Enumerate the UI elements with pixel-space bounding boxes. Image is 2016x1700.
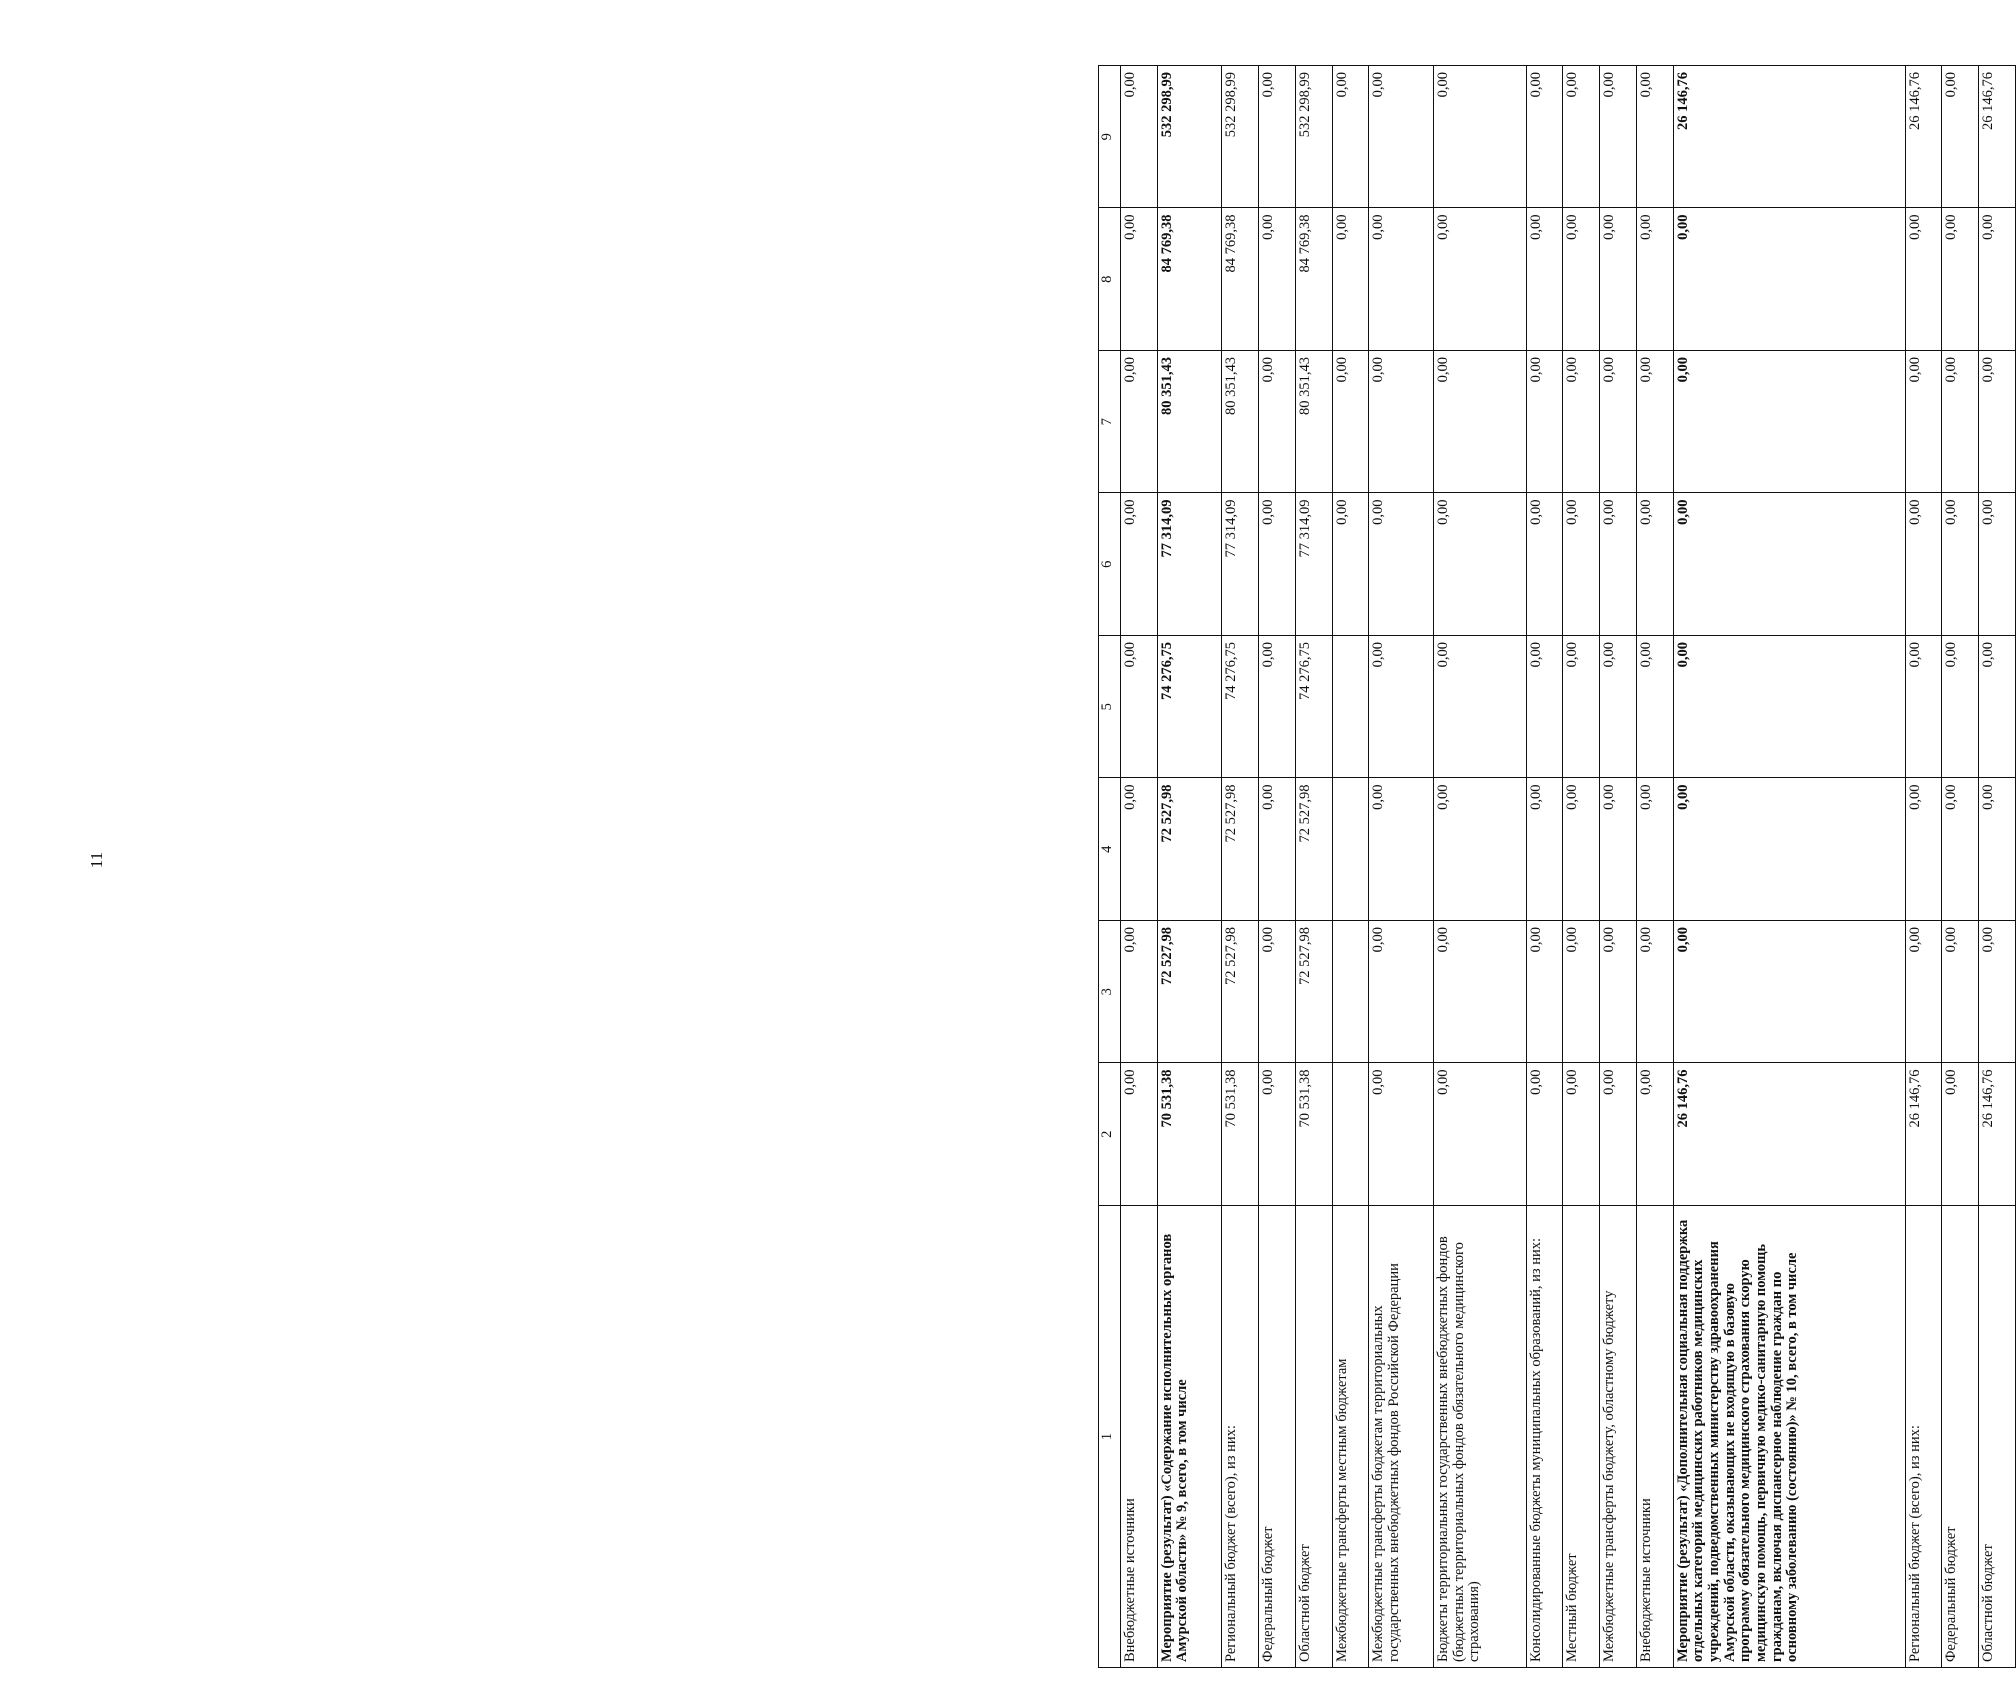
row-value: 0,00 xyxy=(1526,208,1563,351)
row-value: 84 769,38 xyxy=(1222,208,1259,351)
row-value: 0,00 xyxy=(1673,921,1905,1064)
table-row xyxy=(1295,66,1332,1668)
row-label: Бюджеты территориальных государственных внебюджетных фондов (бюджетных территориальных фондов обязательного медицинского страхования) xyxy=(1434,1206,1527,1668)
column-header: 5 xyxy=(1099,636,1121,779)
table-row xyxy=(1157,66,1222,1668)
row-value: 0,00 xyxy=(1979,778,2016,921)
row-value: 0,00 xyxy=(1942,921,1979,1064)
row-value: 26 146,76 xyxy=(1905,1063,1942,1206)
row-value: 0,00 xyxy=(1942,66,1979,209)
row-value: 0,00 xyxy=(1259,1063,1296,1206)
row-value: 0,00 xyxy=(1369,921,1434,1064)
row-label: Внебюджетные источники xyxy=(1121,1206,1158,1668)
row-value: 0,00 xyxy=(1434,921,1527,1064)
row-value: 77 314,09 xyxy=(1157,493,1222,636)
row-value xyxy=(1332,636,1369,779)
row-value: 0,00 xyxy=(1526,636,1563,779)
table-row xyxy=(1332,66,1369,1668)
row-value: 0,00 xyxy=(1979,493,2016,636)
row-value: 0,00 xyxy=(1942,208,1979,351)
row-value: 0,00 xyxy=(1979,351,2016,494)
row-value: 0,00 xyxy=(1600,66,1637,209)
row-value: 0,00 xyxy=(1942,493,1979,636)
row-value: 70 531,38 xyxy=(1295,1063,1332,1206)
row-value: 0,00 xyxy=(1600,493,1637,636)
row-value: 0,00 xyxy=(1121,778,1158,921)
row-value: 0,00 xyxy=(1563,66,1600,209)
row-value: 0,00 xyxy=(1526,1063,1563,1206)
row-value: 0,00 xyxy=(1563,208,1600,351)
row-value: 0,00 xyxy=(1259,208,1296,351)
row-value: 0,00 xyxy=(1259,66,1296,209)
row-value: 0,00 xyxy=(1259,921,1296,1064)
row-label: Областной бюджет xyxy=(1979,1206,2016,1668)
row-value: 74 276,75 xyxy=(1295,636,1332,779)
row-value: 532 298,99 xyxy=(1157,66,1222,209)
row-value: 0,00 xyxy=(1369,1063,1434,1206)
row-value: 0,00 xyxy=(1636,351,1673,494)
row-value xyxy=(1332,778,1369,921)
table-row xyxy=(1979,66,2016,1668)
row-value: 0,00 xyxy=(1121,351,1158,494)
row-value: 0,00 xyxy=(1526,351,1563,494)
column-header: 4 xyxy=(1099,778,1121,921)
row-value: 532 298,99 xyxy=(1295,66,1332,209)
row-label: Региональный бюджет (всего), из них: xyxy=(1905,1206,1942,1668)
column-header: 2 xyxy=(1099,1063,1121,1206)
page-number: 11 xyxy=(87,851,106,869)
row-value: 70 531,38 xyxy=(1157,1063,1222,1206)
row-label: Внебюджетные источники xyxy=(1636,1206,1673,1668)
row-value: 84 769,38 xyxy=(1157,208,1222,351)
table-row xyxy=(1905,66,1942,1668)
row-label: Мероприятие (результат) «Содержание исполнительных органов Амурской области» № 9, всего, в том числе xyxy=(1157,1206,1222,1668)
column-header: 9 xyxy=(1099,66,1121,209)
row-value: 26 146,76 xyxy=(1673,66,1905,209)
row-value: 70 531,38 xyxy=(1222,1063,1259,1206)
row-value: 0,00 xyxy=(1636,208,1673,351)
row-value: 532 298,99 xyxy=(1222,66,1259,209)
row-value: 0,00 xyxy=(1369,636,1434,779)
row-value: 72 527,98 xyxy=(1157,778,1222,921)
table-row xyxy=(1526,66,1563,1668)
row-value: 0,00 xyxy=(1121,636,1158,779)
row-value: 0,00 xyxy=(1563,921,1600,1064)
row-value: 0,00 xyxy=(1369,66,1434,209)
row-value: 0,00 xyxy=(1563,493,1600,636)
row-value: 0,00 xyxy=(1563,1063,1600,1206)
row-value: 0,00 xyxy=(1369,493,1434,636)
column-header: 8 xyxy=(1099,208,1121,351)
row-value: 0,00 xyxy=(1434,778,1527,921)
row-value: 26 146,76 xyxy=(1905,66,1942,209)
row-value: 0,00 xyxy=(1332,493,1369,636)
row-value: 0,00 xyxy=(1979,636,2016,779)
row-value: 0,00 xyxy=(1636,636,1673,779)
row-label: Местный бюджет xyxy=(1563,1206,1600,1668)
row-value: 0,00 xyxy=(1600,921,1637,1064)
row-value: 0,00 xyxy=(1942,351,1979,494)
row-value: 72 527,98 xyxy=(1157,921,1222,1064)
row-value: 84 769,38 xyxy=(1295,208,1332,351)
table-row xyxy=(1942,66,1979,1668)
row-value: 0,00 xyxy=(1942,636,1979,779)
row-value: 26 146,76 xyxy=(1673,1063,1905,1206)
row-label: Федеральный бюджет xyxy=(1942,1206,1979,1668)
row-value: 0,00 xyxy=(1526,493,1563,636)
row-value: 0,00 xyxy=(1905,208,1942,351)
row-value: 0,00 xyxy=(1526,921,1563,1064)
row-value: 0,00 xyxy=(1434,66,1527,209)
row-value: 77 314,09 xyxy=(1222,493,1259,636)
table-row xyxy=(1121,66,1158,1668)
column-header: 3 xyxy=(1099,921,1121,1064)
row-value: 0,00 xyxy=(1942,1063,1979,1206)
row-value: 0,00 xyxy=(1259,778,1296,921)
row-value: 72 527,98 xyxy=(1295,921,1332,1064)
row-value: 0,00 xyxy=(1369,778,1434,921)
budget-table xyxy=(1098,65,2016,1668)
row-value: 0,00 xyxy=(1369,351,1434,494)
row-value: 0,00 xyxy=(1673,493,1905,636)
table-row xyxy=(1222,66,1259,1668)
row-value: 80 351,43 xyxy=(1157,351,1222,494)
row-value: 0,00 xyxy=(1673,778,1905,921)
row-value xyxy=(1332,921,1369,1064)
row-value: 0,00 xyxy=(1563,636,1600,779)
row-value: 26 146,76 xyxy=(1979,66,2016,209)
row-value: 0,00 xyxy=(1434,1063,1527,1206)
row-label: Межбюджетные трансферты бюджету, областному бюджету xyxy=(1600,1206,1637,1668)
row-label: Федеральный бюджет xyxy=(1259,1206,1296,1668)
table-row xyxy=(1673,66,1905,1668)
row-value: 0,00 xyxy=(1636,493,1673,636)
row-value: 0,00 xyxy=(1332,66,1369,209)
column-header: 1 xyxy=(1099,1206,1121,1668)
row-value: 72 527,98 xyxy=(1222,921,1259,1064)
row-value: 0,00 xyxy=(1636,921,1673,1064)
column-header: 6 xyxy=(1099,493,1121,636)
row-value: 0,00 xyxy=(1259,636,1296,779)
row-value: 0,00 xyxy=(1942,778,1979,921)
row-label: Консолидированные бюджеты муниципальных образований, из них: xyxy=(1526,1206,1563,1668)
column-header: 7 xyxy=(1099,351,1121,494)
row-label: Мероприятие (результат) «Дополнительная социальная поддержка отдельных категорий медицинских работников медицинских учреждений, подведомственных министерству здравоохранения Амурской области, оказывающих не входящую в базовую программу обязательного медицинского страхования скорую медицинскую помощь, первичную медико-санитарную помощь гражданам, включая диспансерное наблюдение граждан по основному заболеванию (состоянию)» № 10, всего, в том числе xyxy=(1673,1206,1905,1668)
row-value: 0,00 xyxy=(1121,66,1158,209)
row-value: 0,00 xyxy=(1526,66,1563,209)
row-value xyxy=(1332,1063,1369,1206)
row-value: 0,00 xyxy=(1434,493,1527,636)
row-value: 0,00 xyxy=(1905,921,1942,1064)
row-value: 0,00 xyxy=(1636,778,1673,921)
table-row xyxy=(1434,66,1527,1668)
row-value: 0,00 xyxy=(1332,208,1369,351)
row-value: 26 146,76 xyxy=(1979,1063,2016,1206)
row-value: 0,00 xyxy=(1434,636,1527,779)
row-value: 0,00 xyxy=(1636,66,1673,209)
table-row xyxy=(1600,66,1637,1668)
row-value: 0,00 xyxy=(1369,208,1434,351)
row-value: 0,00 xyxy=(1434,208,1527,351)
row-value: 0,00 xyxy=(1905,636,1942,779)
row-value: 0,00 xyxy=(1979,921,2016,1064)
row-value: 0,00 xyxy=(1121,493,1158,636)
row-value: 72 527,98 xyxy=(1222,778,1259,921)
row-value: 74 276,75 xyxy=(1222,636,1259,779)
row-value: 0,00 xyxy=(1905,778,1942,921)
row-value: 0,00 xyxy=(1673,351,1905,494)
row-value: 0,00 xyxy=(1600,208,1637,351)
row-label: Областной бюджет xyxy=(1295,1206,1332,1668)
row-value: 74 276,75 xyxy=(1157,636,1222,779)
row-value: 72 527,98 xyxy=(1295,778,1332,921)
row-value: 0,00 xyxy=(1121,1063,1158,1206)
row-value: 0,00 xyxy=(1563,778,1600,921)
row-label: Региональный бюджет (всего), из них: xyxy=(1222,1206,1259,1668)
row-value: 0,00 xyxy=(1673,636,1905,779)
row-label: Межбюджетные трансферты местным бюджетам xyxy=(1332,1206,1369,1668)
row-value: 0,00 xyxy=(1600,778,1637,921)
row-value: 0,00 xyxy=(1979,208,2016,351)
row-value: 0,00 xyxy=(1673,208,1905,351)
column-number-row xyxy=(1099,66,1121,1668)
row-value: 0,00 xyxy=(1905,493,1942,636)
row-value: 77 314,09 xyxy=(1295,493,1332,636)
table-row xyxy=(1369,66,1434,1668)
table-row xyxy=(1259,66,1296,1668)
table-row xyxy=(1563,66,1600,1668)
row-label: Межбюджетные трансферты бюджетам территориальных государственных внебюджетных фондов Российской Федерации xyxy=(1369,1206,1434,1668)
row-value: 0,00 xyxy=(1121,921,1158,1064)
row-value: 0,00 xyxy=(1526,778,1563,921)
row-value: 0,00 xyxy=(1636,1063,1673,1206)
row-value: 0,00 xyxy=(1332,351,1369,494)
row-value: 0,00 xyxy=(1600,1063,1637,1206)
row-value: 80 351,43 xyxy=(1222,351,1259,494)
row-value: 0,00 xyxy=(1600,351,1637,494)
row-value: 0,00 xyxy=(1434,351,1527,494)
row-value: 0,00 xyxy=(1600,636,1637,779)
table-body xyxy=(1121,66,2016,1668)
row-value: 0,00 xyxy=(1905,351,1942,494)
table-row xyxy=(1636,66,1673,1668)
row-value: 0,00 xyxy=(1121,208,1158,351)
budget-table-container xyxy=(1098,66,2016,1668)
row-value: 0,00 xyxy=(1259,493,1296,636)
row-value: 80 351,43 xyxy=(1295,351,1332,494)
row-value: 0,00 xyxy=(1563,351,1600,494)
row-value: 0,00 xyxy=(1259,351,1296,494)
